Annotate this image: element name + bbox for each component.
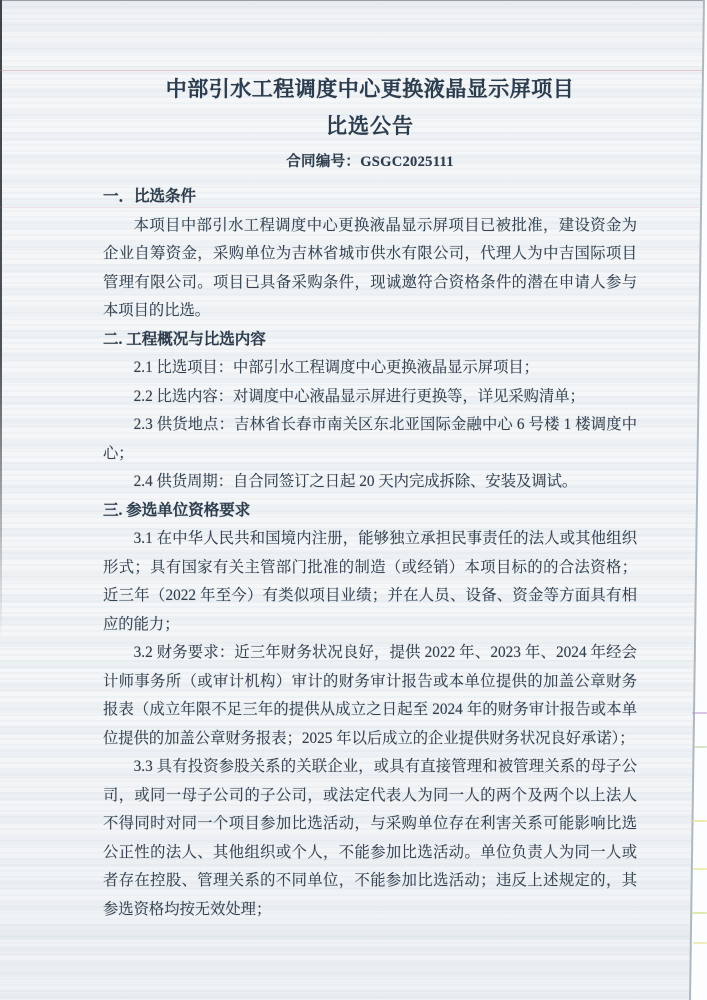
contract-number: 合同编号：GSGC2025111 [286,154,454,170]
section-heading: 三. 参选单位资格要求 [103,501,251,519]
scan-pink-line [0,207,707,208]
scan-band [0,933,707,940]
paragraph: 3.1 在中华人民共和国境内注册，能够独立承担民事责任的法人或其他组织形式；具有国家有关主管部门批准的制造（或经销）本项目标的的合法资格；近三年（2022 年至今）有类似项目业绩；并在人员、设备、资金等方面具有相应的能力； [103,530,637,633]
paragraph: 2.4 供货周期：自合同签订之日起 20 天内完成拆除、安装及调试。 [133,473,578,490]
scan-artifact-streak [692,820,707,822]
paragraph: 本项目中部引水工程调度中心更换液晶显示屏项目已被批准，建设资金为企业自筹资金，采购单位为吉林省城市供水有限公司，代理人为中吉国际项目管理有限公司。项目已具备采购条件，现诚邀符合资格条件的潜在申请人参与本项目的比选。 [103,216,637,319]
paragraph: 2.2 比选内容：对调度中心液晶显示屏进行更换等，详见采购清单； [133,387,585,405]
section-project-overview [103,326,637,497]
paragraph: 3.3 具有投资参股关系的关联企业，或具有直接管理和被管理关系的母子公司，或同一母子公司的子公司，或法定代表人为同一人的两个及两个以上法人不得同时对同一个项目参加比选活动，与采购单位存在利害关系可能影响比选公正性的法人、其他组织或个人，不能参加比选活动。单位负责人为同一人或者存在控股、管理关系的不同单位，不能参加比选活动；违反上述规定的，其参选资格均按无效处理； [103,758,637,918]
scan-top-edge [0,0,707,1]
scan-band [0,962,707,966]
page-title: 中部引水工程调度中心更换液晶显示屏项目 [165,77,575,101]
scan-left-edge-shadow [0,0,2,640]
section-qualification-requirements [103,497,637,925]
paragraph: 3.2 财务要求：近三年财务状况良好，提供 2022 年、2023 年、2024 年经会计师事务所（或审计机构）审计的财务审计报告或本单位提供的加盖公章财务报表（成立年限不足三年的提供从成立之日起至 2024 年的财务审计报告或本单位提供的加盖公章财务报表；2025 年以后成立的企业提供财务状况良好承诺）； [103,644,637,747]
section-heading: 一．比选条件 [103,188,197,205]
paragraph: 2.3 供货地点：吉林省长春市南关区东北亚国际金融中心 6 号楼 1 楼调度中心； [103,416,637,462]
scan-pink-line [0,70,707,71]
scan-artifact-streak [693,868,707,870]
section-bid-conditions [103,183,637,326]
page-subtitle: 比选公告 [326,114,414,138]
scan-artifact-streak [693,942,707,944]
scan-artifact-streak [691,912,707,914]
section-heading: 二. 工程概况与比选内容 [103,330,266,348]
scan-artifact-streak [694,746,707,748]
paragraph: 2.1 比选项目：中部引水工程调度中心更换液晶显示屏项目； [133,359,539,376]
scan-artifact-streak [692,712,707,714]
